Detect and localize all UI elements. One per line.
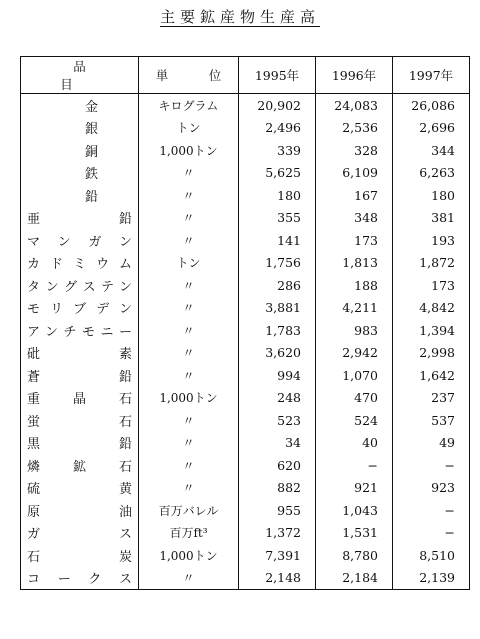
header-1996: 1996年: [316, 57, 393, 94]
value-1996-cell: 348: [316, 207, 393, 230]
value-1997-cell: 1,872: [393, 252, 470, 275]
value-1996-cell: 6,109: [316, 162, 393, 185]
value-1996-cell: 188: [316, 274, 393, 297]
unit-cell: 1,000トン: [139, 139, 239, 162]
item-cell: 石炭: [21, 544, 139, 567]
unit-cell: 〃: [139, 274, 239, 297]
item-cell: カドミウム: [21, 252, 139, 275]
value-1997-cell: 923: [393, 477, 470, 500]
value-1996-cell: 328: [316, 139, 393, 162]
table-row: [21, 184, 470, 207]
table-row: [21, 432, 470, 455]
value-1996-cell: 1,813: [316, 252, 393, 275]
unit-cell: 1,000トン: [139, 544, 239, 567]
value-1995-cell: 141: [239, 229, 316, 252]
item-cell: 黒鉛: [21, 432, 139, 455]
value-1997-cell: 173: [393, 274, 470, 297]
value-1996-cell: 1,531: [316, 522, 393, 545]
value-1997-cell: 237: [393, 387, 470, 410]
value-1997-cell: 1,394: [393, 319, 470, 342]
header-1997: 1997年: [393, 57, 470, 94]
item-cell: マンガン: [21, 229, 139, 252]
unit-cell: 〃: [139, 364, 239, 387]
value-1995-cell: 1,756: [239, 252, 316, 275]
value-1996-cell: 167: [316, 184, 393, 207]
value-1996-cell: 4,211: [316, 297, 393, 320]
value-1996-cell: 173: [316, 229, 393, 252]
value-1997-cell: −: [393, 454, 470, 477]
value-1995-cell: 286: [239, 274, 316, 297]
value-1997-cell: 1,642: [393, 364, 470, 387]
value-1995-cell: 994: [239, 364, 316, 387]
table-row: [21, 297, 470, 320]
unit-cell: キログラム: [139, 94, 239, 117]
value-1997-cell: 2,139: [393, 567, 470, 590]
unit-cell: 〃: [139, 184, 239, 207]
table-row: [21, 499, 470, 522]
value-1995-cell: 248: [239, 387, 316, 410]
value-1997-cell: 49: [393, 432, 470, 455]
unit-cell: 〃: [139, 477, 239, 500]
value-1995-cell: 2,496: [239, 117, 316, 140]
item-cell: アンチモニー: [21, 319, 139, 342]
item-cell: タングステン: [21, 274, 139, 297]
unit-cell: トン: [139, 117, 239, 140]
table-row: [21, 409, 470, 432]
item-cell: 蒼鉛: [21, 364, 139, 387]
value-1997-cell: 537: [393, 409, 470, 432]
value-1996-cell: 524: [316, 409, 393, 432]
value-1997-cell: 2,998: [393, 342, 470, 365]
unit-cell: 〃: [139, 319, 239, 342]
value-1995-cell: 20,902: [239, 94, 316, 117]
value-1996-cell: 983: [316, 319, 393, 342]
item-cell: 燐鉱石: [21, 454, 139, 477]
value-1996-cell: 2,536: [316, 117, 393, 140]
value-1996-cell: 8,780: [316, 544, 393, 567]
value-1996-cell: 1,043: [316, 499, 393, 522]
value-1995-cell: 7,391: [239, 544, 316, 567]
unit-cell: 〃: [139, 454, 239, 477]
value-1995-cell: 955: [239, 499, 316, 522]
unit-cell: 〃: [139, 342, 239, 365]
table-row: [21, 94, 470, 117]
item-cell: 鉄: [21, 162, 139, 185]
item-cell: 硫黄: [21, 477, 139, 500]
unit-cell: トン: [139, 252, 239, 275]
table-row: [21, 454, 470, 477]
unit-cell: 百万ft³: [139, 522, 239, 545]
value-1995-cell: 1,783: [239, 319, 316, 342]
value-1996-cell: 470: [316, 387, 393, 410]
unit-cell: 〃: [139, 432, 239, 455]
table-row: [21, 252, 470, 275]
item-cell: モリブデン: [21, 297, 139, 320]
value-1995-cell: 355: [239, 207, 316, 230]
table-body: [21, 94, 470, 590]
value-1997-cell: 6,263: [393, 162, 470, 185]
table-row: [21, 567, 470, 590]
unit-cell: 百万バレル: [139, 499, 239, 522]
table-row: [21, 162, 470, 185]
value-1997-cell: 2,696: [393, 117, 470, 140]
value-1996-cell: 1,070: [316, 364, 393, 387]
unit-cell: 〃: [139, 409, 239, 432]
header-unit: 単 位: [139, 57, 239, 94]
value-1995-cell: 2,148: [239, 567, 316, 590]
page-title: 主要鉱産物生産高: [159, 8, 320, 26]
item-cell: 銅: [21, 139, 139, 162]
value-1997-cell: 180: [393, 184, 470, 207]
value-1995-cell: 3,620: [239, 342, 316, 365]
item-cell: 銀: [21, 117, 139, 140]
header-1995: 1995年: [239, 57, 316, 94]
item-cell: 金: [21, 94, 139, 117]
table-row: [21, 117, 470, 140]
value-1997-cell: 8,510: [393, 544, 470, 567]
table-row: [21, 364, 470, 387]
table-row: [21, 544, 470, 567]
item-cell: 重晶石: [21, 387, 139, 410]
unit-cell: 〃: [139, 207, 239, 230]
table-row: [21, 229, 470, 252]
value-1995-cell: 5,625: [239, 162, 316, 185]
value-1995-cell: 3,881: [239, 297, 316, 320]
table-row: [21, 477, 470, 500]
table-row: [21, 522, 470, 545]
value-1996-cell: 921: [316, 477, 393, 500]
item-cell: 原油: [21, 499, 139, 522]
value-1995-cell: 180: [239, 184, 316, 207]
table-row: [21, 342, 470, 365]
table-row: [21, 274, 470, 297]
unit-cell: 〃: [139, 229, 239, 252]
item-cell: 蛍石: [21, 409, 139, 432]
value-1996-cell: 40: [316, 432, 393, 455]
table-row: [21, 319, 470, 342]
value-1995-cell: 339: [239, 139, 316, 162]
value-1997-cell: 344: [393, 139, 470, 162]
header-item: 品 目: [21, 57, 139, 94]
value-1995-cell: 1,372: [239, 522, 316, 545]
value-1995-cell: 34: [239, 432, 316, 455]
mineral-production-table: [20, 56, 470, 590]
value-1997-cell: 381: [393, 207, 470, 230]
value-1996-cell: 2,184: [316, 567, 393, 590]
value-1997-cell: −: [393, 522, 470, 545]
unit-cell: 〃: [139, 162, 239, 185]
item-cell: 鉛: [21, 184, 139, 207]
item-cell: コークス: [21, 567, 139, 590]
item-cell: ガス: [21, 522, 139, 545]
unit-cell: 〃: [139, 297, 239, 320]
value-1997-cell: 193: [393, 229, 470, 252]
unit-cell: 1,000トン: [139, 387, 239, 410]
item-cell: 亜鉛: [21, 207, 139, 230]
table-row: [21, 387, 470, 410]
table-row: [21, 207, 470, 230]
value-1997-cell: 26,086: [393, 94, 470, 117]
unit-cell: 〃: [139, 567, 239, 590]
value-1995-cell: 523: [239, 409, 316, 432]
value-1997-cell: 4,842: [393, 297, 470, 320]
table-row: [21, 139, 470, 162]
table-header: [21, 57, 470, 94]
value-1995-cell: 882: [239, 477, 316, 500]
value-1996-cell: 24,083: [316, 94, 393, 117]
item-cell: 砒素: [21, 342, 139, 365]
value-1996-cell: 2,942: [316, 342, 393, 365]
value-1996-cell: −: [316, 454, 393, 477]
value-1997-cell: −: [393, 499, 470, 522]
value-1995-cell: 620: [239, 454, 316, 477]
